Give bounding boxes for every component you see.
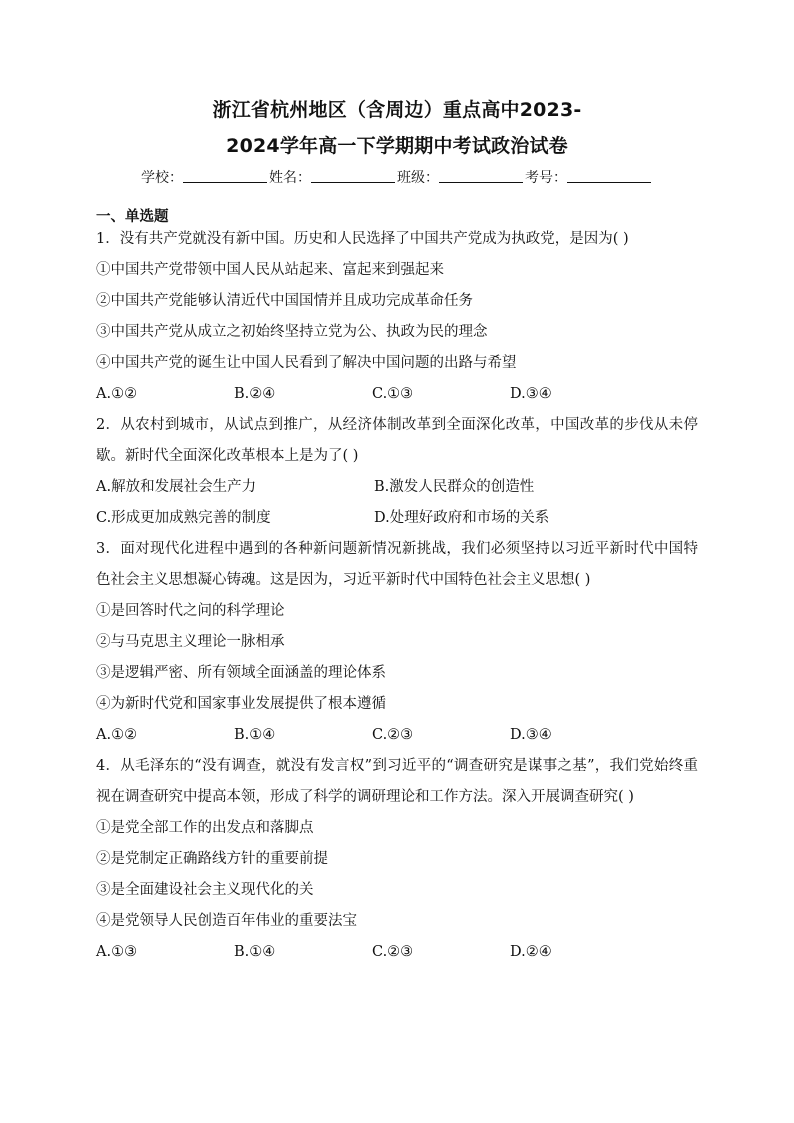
- question-3-statement-1: ①是回答时代之问的科学理论: [96, 603, 285, 619]
- question-2-stem: 2．从农村到城市，从试点到推广，从经济体制改革到全面深化改革，中国改革的步伐从未停歇。新时代全面深化改革根本上是为了( ): [96, 417, 698, 464]
- exam-number-blank[interactable]: [567, 168, 651, 183]
- question-3: [96, 534, 698, 751]
- question-3-statement-4: ④为新时代党和国家事业发展提供了根本遵循: [96, 696, 386, 712]
- school-label: 学校：: [141, 170, 183, 186]
- question-3-option-d[interactable]: D.③④: [510, 727, 552, 743]
- question-4-option-b[interactable]: B.①④: [234, 944, 276, 960]
- question-1-statement-1: ①中国共产党带领中国人民从站起来、富起来到强起来: [96, 262, 444, 278]
- question-4: [96, 751, 698, 968]
- question-4-option-c[interactable]: C.②③: [372, 944, 414, 960]
- question-1-statement-4: ④中国共产党的诞生让中国人民看到了解决中国问题的出路与希望: [96, 355, 517, 371]
- class-blank[interactable]: [439, 168, 523, 183]
- question-1-option-b[interactable]: B.②④: [234, 386, 276, 402]
- question-1-option-d[interactable]: D.③④: [510, 386, 552, 402]
- question-1-option-a[interactable]: A.①②: [96, 386, 138, 402]
- question-3-statement-2: ②与马克思主义理论一脉相承: [96, 634, 285, 650]
- class-field: [397, 166, 525, 190]
- exam-title-line-1: 浙江省杭州地区（含周边）重点高中2023-: [212, 99, 582, 121]
- name-label: 姓名：: [269, 170, 311, 186]
- question-4-option-d[interactable]: D.②④: [510, 944, 552, 960]
- question-2-options-row-2: [96, 503, 698, 534]
- section-heading: 一、单选题: [96, 209, 169, 225]
- question-4-stem: 4．从毛泽东的“没有调查，就没有发言权”到习近平的“调查研究是谋事之基”，我们党始终重视在调查研究中提高本领，形成了科学的调研理论和工作方法。深入开展调查研究( ): [96, 758, 698, 805]
- question-2-options-row-1: [96, 472, 698, 503]
- question-1-stem: 1．没有共产党就没有新中国。历史和人民选择了中国共产党成为执政党，是因为( ): [96, 231, 629, 247]
- question-4-statement-2: ②是党制定正确路线方针的重要前提: [96, 851, 328, 867]
- question-4-statement-4: ④是党领导人民创造百年伟业的重要法宝: [96, 913, 357, 929]
- question-4-statement-1: ①是党全部工作的出发点和落脚点: [96, 820, 314, 836]
- question-2: [96, 410, 698, 534]
- name-blank[interactable]: [311, 168, 395, 183]
- exam-title: [96, 92, 698, 164]
- question-2-option-b[interactable]: B.激发人民群众的创造性: [374, 479, 535, 495]
- question-1-option-c[interactable]: C.①③: [372, 386, 414, 402]
- student-info-row: [96, 166, 698, 190]
- question-1-statement-2: ②中国共产党能够认清近代中国国情并且成功完成革命任务: [96, 293, 473, 309]
- question-4-options: [96, 937, 698, 968]
- question-2-option-c[interactable]: C.形成更加成熟完善的制度: [96, 510, 271, 526]
- question-3-option-a[interactable]: A.①②: [96, 727, 138, 743]
- question-3-option-c[interactable]: C.②③: [372, 727, 414, 743]
- question-1-options: [96, 379, 698, 410]
- school-blank[interactable]: [183, 168, 267, 183]
- exam-number-field: [525, 166, 653, 190]
- question-3-statement-3: ③是逻辑严密、所有领域全面涵盖的理论体系: [96, 665, 386, 681]
- question-3-options: [96, 720, 698, 751]
- question-1: [96, 224, 698, 410]
- name-field: [269, 166, 397, 190]
- question-3-stem: 3．面对现代化进程中遇到的各种新问题新情况新挑战，我们必须坚持以习近平新时代中国特色社会主义思想凝心铸魂。这是因为，习近平新时代中国特色社会主义思想( ): [96, 541, 698, 588]
- question-3-option-b[interactable]: B.①④: [234, 727, 276, 743]
- question-2-option-a[interactable]: A.解放和发展社会生产力: [96, 479, 257, 495]
- question-4-option-a[interactable]: A.①③: [96, 944, 138, 960]
- question-4-statement-3: ③是全面建设社会主义现代化的关: [96, 882, 314, 898]
- school-field: [141, 166, 269, 190]
- question-1-statement-3: ③中国共产党从成立之初始终坚持立党为公、执政为民的理念: [96, 324, 488, 340]
- class-label: 班级：: [397, 170, 439, 186]
- question-2-option-d[interactable]: D.处理好政府和市场的关系: [374, 510, 550, 526]
- exam-number-label: 考号：: [525, 170, 567, 186]
- exam-title-line-2: 2024学年高一下学期期中考试政治试卷: [226, 135, 568, 157]
